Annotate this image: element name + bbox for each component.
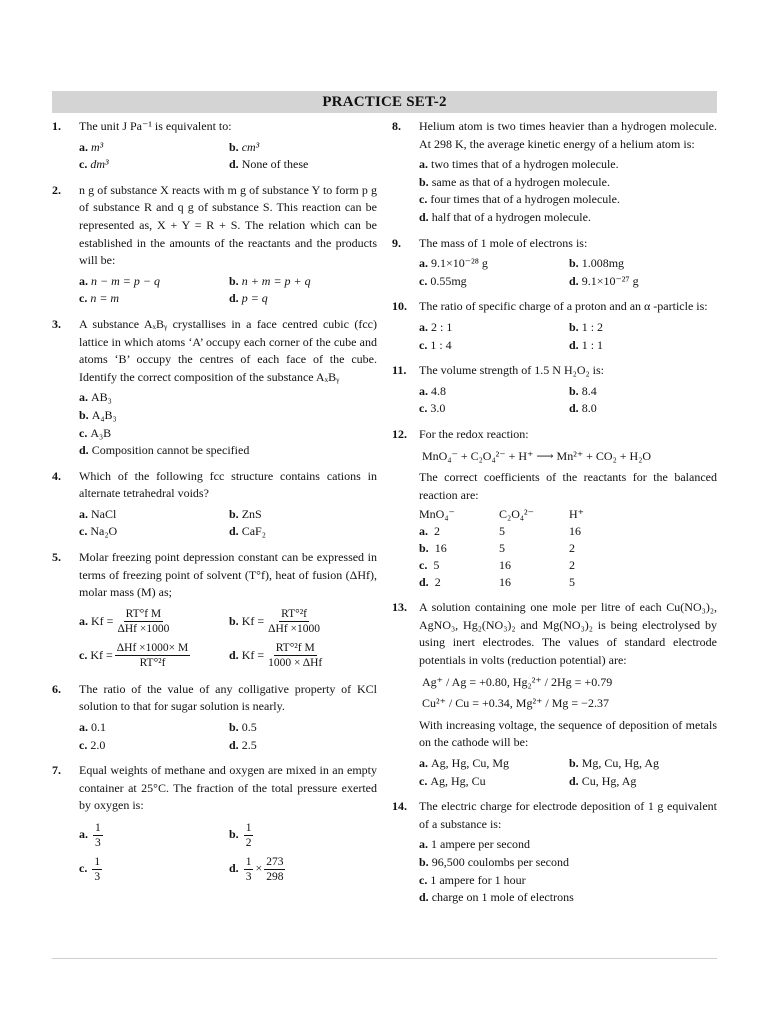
option-a: a. 4.8 — [419, 383, 446, 398]
option-b: b. $\frac{1}{2}$ — [229, 821, 252, 849]
question-stem: The unit J Pa⁻¹ is equivalent to: — [79, 119, 232, 133]
question-stem: The electric charge for electrode deposition of 1 g equivalent of a substance is: — [419, 799, 717, 831]
option-a: a. 1 ampere per second — [419, 837, 530, 852]
option-b: b. 0.5 — [229, 720, 257, 735]
question-number: 13. — [392, 600, 407, 615]
table-header: C₂O₄²⁻ — [499, 507, 534, 522]
question-stem: Molar freezing point depression constant can be expressed in terms of freezing point of solvent (T°f), heat of fusion (ΔHf), molar mass (M) as; — [79, 550, 377, 600]
table-cell: d. 2 — [419, 575, 441, 590]
option-a: a. $\frac{1}{3}$ — [79, 821, 101, 849]
table-header: MnO₄⁻ — [419, 507, 455, 522]
option-a: a. Ag, Hg, Cu, Mg — [419, 756, 510, 771]
question-stem: The ratio of specific charge of a proton and an α -particle is: — [419, 299, 708, 314]
option-b: b. 96,500 coulombs per second — [419, 855, 569, 869]
option-c: c. 3.0 — [419, 401, 446, 416]
option-a: a. NaCl — [79, 506, 117, 521]
question-1 — [52, 118, 377, 174]
question-stem: For the redox reaction: — [419, 426, 529, 441]
option-a: a. n − m = p − q — [79, 273, 160, 288]
option-c: c. n = m — [79, 291, 120, 306]
question-stem: n g of substance X reacts with m g of substance Y to form p g of substance R and q g of substance S. This reaction can be represented as, X + Y = R + S. The relation which can be established in the amounts of the reactants and the products will be: — [79, 182, 377, 268]
question-number: 7. — [52, 763, 61, 778]
question-number: 4. — [52, 468, 61, 483]
question-10 — [392, 298, 717, 354]
question-number: 8. — [392, 119, 401, 133]
option-d: d. p = q — [229, 291, 268, 306]
table-cell: 16 — [499, 575, 511, 590]
table-cell: b. 16 — [419, 541, 447, 556]
question-7 — [52, 762, 377, 886]
option-c: c. dm³ — [79, 157, 109, 172]
option-d: d. Cu, Hg, Ag — [569, 773, 637, 788]
option-c: c. A₃B — [79, 425, 112, 440]
option-b: b. same as that of a hydrogen molecule. — [419, 174, 610, 189]
option-d: d. 9.1×10⁻²⁷ g — [569, 273, 639, 288]
question-number: 14. — [392, 799, 407, 814]
question-stem: The mass of 1 mole of electrons is: — [419, 235, 588, 250]
option-b: b. 1.008mg — [569, 256, 625, 271]
question-number: 1. — [52, 119, 61, 133]
question-stem-continued: The correct coefficients of the reactants for the balanced reaction are: — [419, 470, 717, 502]
question-8 — [392, 118, 717, 227]
option-a: a. m³ — [79, 139, 104, 154]
table-cell: 16 — [499, 558, 511, 573]
question-number: 10. — [392, 299, 407, 314]
option-b: b. n + m = p + q — [229, 273, 311, 288]
option-d: d. Composition cannot be specified — [79, 443, 250, 458]
option-a: a. 0.1 — [79, 720, 106, 735]
left-column — [52, 118, 377, 894]
question-9 — [392, 235, 717, 291]
table-header: H⁺ — [569, 507, 584, 522]
electrode-potentials-2: Cu²⁺ / Cu = +0.34, Mg²⁺ / Mg = −2.37 — [422, 696, 609, 711]
option-b: b. A₄B₃ — [79, 407, 117, 422]
question-4 — [52, 468, 377, 541]
table-cell: 5 — [499, 524, 505, 539]
question-stem: A solution containing one mole per litre of each Cu(NO₃)₂, AgNO₃, Hg₂(NO₃)₂ and Mg(NO₃)₂ is being electrolysed by using inert electrodes. The values of standard electrode potentials in volts (reduction potential) are: — [419, 600, 717, 668]
table-cell: c. 5 — [419, 558, 440, 573]
table-cell: 5 — [499, 541, 505, 556]
option-d: d. $\frac{1}{3}$ × $\frac{273}{298}$ — [229, 855, 284, 883]
option-c: c. 1 ampere for 1 hour — [419, 872, 526, 887]
table-cell: 16 — [569, 524, 581, 539]
question-stem: Which of the following fcc structure contains cations in alternate tetrahedral voids? — [79, 468, 377, 501]
option-c: c. 2.0 — [79, 737, 106, 752]
option-a: a. AB₃ — [79, 390, 112, 405]
question-number: 11. — [392, 363, 407, 378]
option-a: a. Kf = $\frac{\text{RT°f M}}{\text{ΔHf ×1000}}$ — [79, 608, 170, 636]
option-c: c. 1 : 4 — [419, 337, 452, 352]
option-a: a. 2 : 1 — [419, 319, 453, 334]
page-title: PRACTICE SET-2 — [52, 91, 717, 113]
question-number: 6. — [52, 681, 61, 696]
option-c: c. 0.55mg — [419, 273, 467, 288]
option-d: d. 1 : 1 — [569, 337, 604, 352]
option-b: b. ZnS — [229, 506, 262, 521]
question-3 — [52, 316, 377, 460]
option-a: a. two times that of a hydrogen molecule. — [419, 157, 619, 172]
question-12 — [392, 426, 717, 591]
question-stem: Equal weights of methane and oxygen are mixed in an empty container at 25°C. The fraction of the total pressure exerted by oxygen is: — [79, 763, 377, 813]
question-stem: A substance AₓBᵧ crystallises in a face centred cubic (fcc) lattice in which atoms ‘A’ occupy each corner of the cube and atoms ‘B’ occupy the centres of each face of the cube. Identify the correct composition of the substance AₓBᵧ — [79, 316, 377, 384]
option-d: d. None of these — [229, 157, 309, 172]
question-number: 9. — [392, 235, 401, 250]
table-cell: 5 — [569, 575, 575, 590]
option-c: c. Ag, Hg, Cu — [419, 773, 486, 788]
question-number: 12. — [392, 426, 407, 441]
question-stem: The volume strength of 1.5 N H₂O₂ is: — [419, 363, 605, 378]
option-b: b. cm³ — [229, 139, 260, 154]
table-cell: 2 — [569, 541, 575, 556]
option-d: d. CaF₂ — [229, 524, 266, 539]
question-number: 5. — [52, 550, 61, 565]
coefficient-table — [419, 506, 717, 591]
question-stem: The ratio of the value of any colligative property of KCl solution to that for sugar solution is nearly. — [79, 681, 377, 714]
option-c: c. Kf = $\frac{\text{ΔHf ×1000× M}}{\text{RT°²f}}$ — [79, 642, 189, 670]
question-11 — [392, 362, 717, 418]
option-b: b. 8.4 — [569, 383, 597, 398]
reaction-equation: MnO₄⁻ + C₂O₄²⁻ + H⁺ ⟶ Mn²⁺ + CO₂ + H₂O — [422, 448, 652, 463]
option-d: d. charge on 1 mole of electrons — [419, 890, 574, 905]
question-14 — [392, 798, 717, 907]
option-c: c. four times that of a hydrogen molecule. — [419, 192, 620, 207]
right-column — [392, 118, 717, 915]
question-13 — [392, 599, 717, 790]
question-5 — [52, 549, 377, 673]
option-b: b. 1 : 2 — [569, 319, 604, 334]
question-number: 3. — [52, 316, 61, 331]
option-b: b. Mg, Cu, Hg, Ag — [569, 756, 660, 771]
question-stem: Helium atom is two times heavier than a hydrogen molecule. At 298 K, the average kinetic energy of a helium atom is: — [419, 119, 717, 151]
option-d: d. 2.5 — [229, 737, 257, 752]
question-number: 2. — [52, 182, 61, 197]
option-c: c. $\frac{1}{3}$ — [79, 855, 101, 883]
option-d: d. Kf = $\frac{\text{RT°²f M}}{\text{1000 × ΔHf}}$ — [229, 642, 323, 670]
option-b: b. Kf = $\frac{\text{RT°²f}}{\text{ΔHf ×1000}}$ — [229, 608, 321, 636]
question-2 — [52, 182, 377, 308]
option-a: a. 9.1×10⁻²⁸ g — [419, 256, 488, 271]
question-stem-continued: With increasing voltage, the sequence of deposition of metals on the cathode will be: — [419, 717, 717, 750]
option-d: d. 8.0 — [569, 401, 597, 416]
footer-divider — [52, 958, 717, 959]
electrode-potentials-1: Ag⁺ / Ag = +0.80, Hg₂²⁺ / 2Hg = +0.79 — [422, 674, 613, 689]
option-c: c. Na₂O — [79, 524, 118, 539]
question-6 — [52, 681, 377, 754]
table-cell: 2 — [569, 558, 575, 573]
option-d: d. half that of a hydrogen molecule. — [419, 209, 591, 224]
table-cell: a. 2 — [419, 524, 440, 539]
